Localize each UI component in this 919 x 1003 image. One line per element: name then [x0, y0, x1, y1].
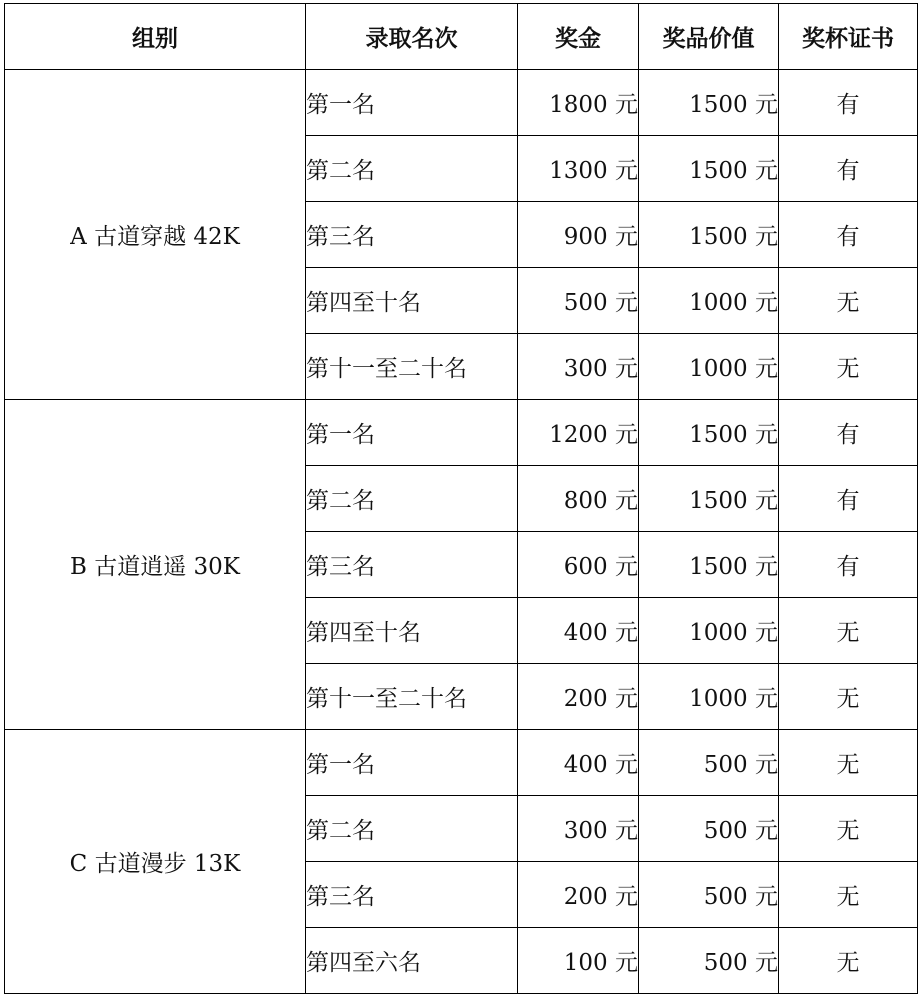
prize-value-cell: 1000 元	[639, 268, 779, 334]
prize-money-cell: 400 元	[518, 730, 639, 796]
trophy-certificate-cell: 有	[779, 400, 918, 466]
rank-cell: 第一名	[306, 70, 518, 136]
prize-money-cell: 800 元	[518, 466, 639, 532]
prize-value-cell: 500 元	[639, 862, 779, 928]
group-name-cell: C 古道漫步 13K	[5, 730, 306, 994]
prize-money-cell: 400 元	[518, 598, 639, 664]
header-prize-value: 奖品价值	[639, 4, 779, 70]
rank-cell: 第四至十名	[306, 268, 518, 334]
prize-money-cell: 600 元	[518, 532, 639, 598]
rank-cell: 第一名	[306, 730, 518, 796]
trophy-certificate-cell: 无	[779, 730, 918, 796]
trophy-certificate-cell: 无	[779, 664, 918, 730]
prize-money-cell: 200 元	[518, 862, 639, 928]
prize-value-cell: 1500 元	[639, 532, 779, 598]
trophy-certificate-cell: 有	[779, 70, 918, 136]
prize-money-cell: 1800 元	[518, 70, 639, 136]
rank-cell: 第一名	[306, 400, 518, 466]
prize-money-cell: 100 元	[518, 928, 639, 994]
prize-value-cell: 1500 元	[639, 136, 779, 202]
rank-cell: 第十一至二十名	[306, 664, 518, 730]
prize-money-cell: 900 元	[518, 202, 639, 268]
rank-cell: 第二名	[306, 466, 518, 532]
group-name-cell: A 古道穿越 42K	[5, 70, 306, 400]
trophy-certificate-cell: 无	[779, 796, 918, 862]
prize-value-cell: 500 元	[639, 928, 779, 994]
rank-cell: 第三名	[306, 862, 518, 928]
prize-value-cell: 1000 元	[639, 664, 779, 730]
header-prize-money: 奖金	[518, 4, 639, 70]
trophy-certificate-cell: 无	[779, 334, 918, 400]
prize-table-body	[5, 70, 918, 994]
prize-value-cell: 1500 元	[639, 70, 779, 136]
trophy-certificate-cell: 有	[779, 532, 918, 598]
rank-cell: 第三名	[306, 202, 518, 268]
header-row	[5, 4, 918, 70]
trophy-certificate-cell: 无	[779, 928, 918, 994]
rank-cell: 第十一至二十名	[306, 334, 518, 400]
trophy-certificate-cell: 有	[779, 466, 918, 532]
prize-table	[4, 3, 918, 994]
table-row	[5, 70, 918, 136]
rank-cell: 第二名	[306, 796, 518, 862]
rank-cell: 第三名	[306, 532, 518, 598]
header-trophy-certificate: 奖杯证书	[779, 4, 918, 70]
prize-money-cell: 300 元	[518, 334, 639, 400]
prize-value-cell: 500 元	[639, 796, 779, 862]
trophy-certificate-cell: 有	[779, 202, 918, 268]
group-name-cell: B 古道逍遥 30K	[5, 400, 306, 730]
rank-cell: 第二名	[306, 136, 518, 202]
header-rank: 录取名次	[306, 4, 518, 70]
prize-money-cell: 1200 元	[518, 400, 639, 466]
rank-cell: 第四至十名	[306, 598, 518, 664]
prize-value-cell: 1000 元	[639, 334, 779, 400]
table-row	[5, 400, 918, 466]
prize-value-cell: 1500 元	[639, 202, 779, 268]
prize-table-header	[5, 4, 918, 70]
prize-money-cell: 200 元	[518, 664, 639, 730]
header-group: 组别	[5, 4, 306, 70]
trophy-certificate-cell: 无	[779, 598, 918, 664]
trophy-certificate-cell: 无	[779, 268, 918, 334]
prize-money-cell: 500 元	[518, 268, 639, 334]
table-row	[5, 730, 918, 796]
prize-value-cell: 1000 元	[639, 598, 779, 664]
rank-cell: 第四至六名	[306, 928, 518, 994]
prize-value-cell: 500 元	[639, 730, 779, 796]
prize-value-cell: 1500 元	[639, 466, 779, 532]
trophy-certificate-cell: 无	[779, 862, 918, 928]
prize-money-cell: 1300 元	[518, 136, 639, 202]
trophy-certificate-cell: 有	[779, 136, 918, 202]
prize-value-cell: 1500 元	[639, 400, 779, 466]
prize-money-cell: 300 元	[518, 796, 639, 862]
